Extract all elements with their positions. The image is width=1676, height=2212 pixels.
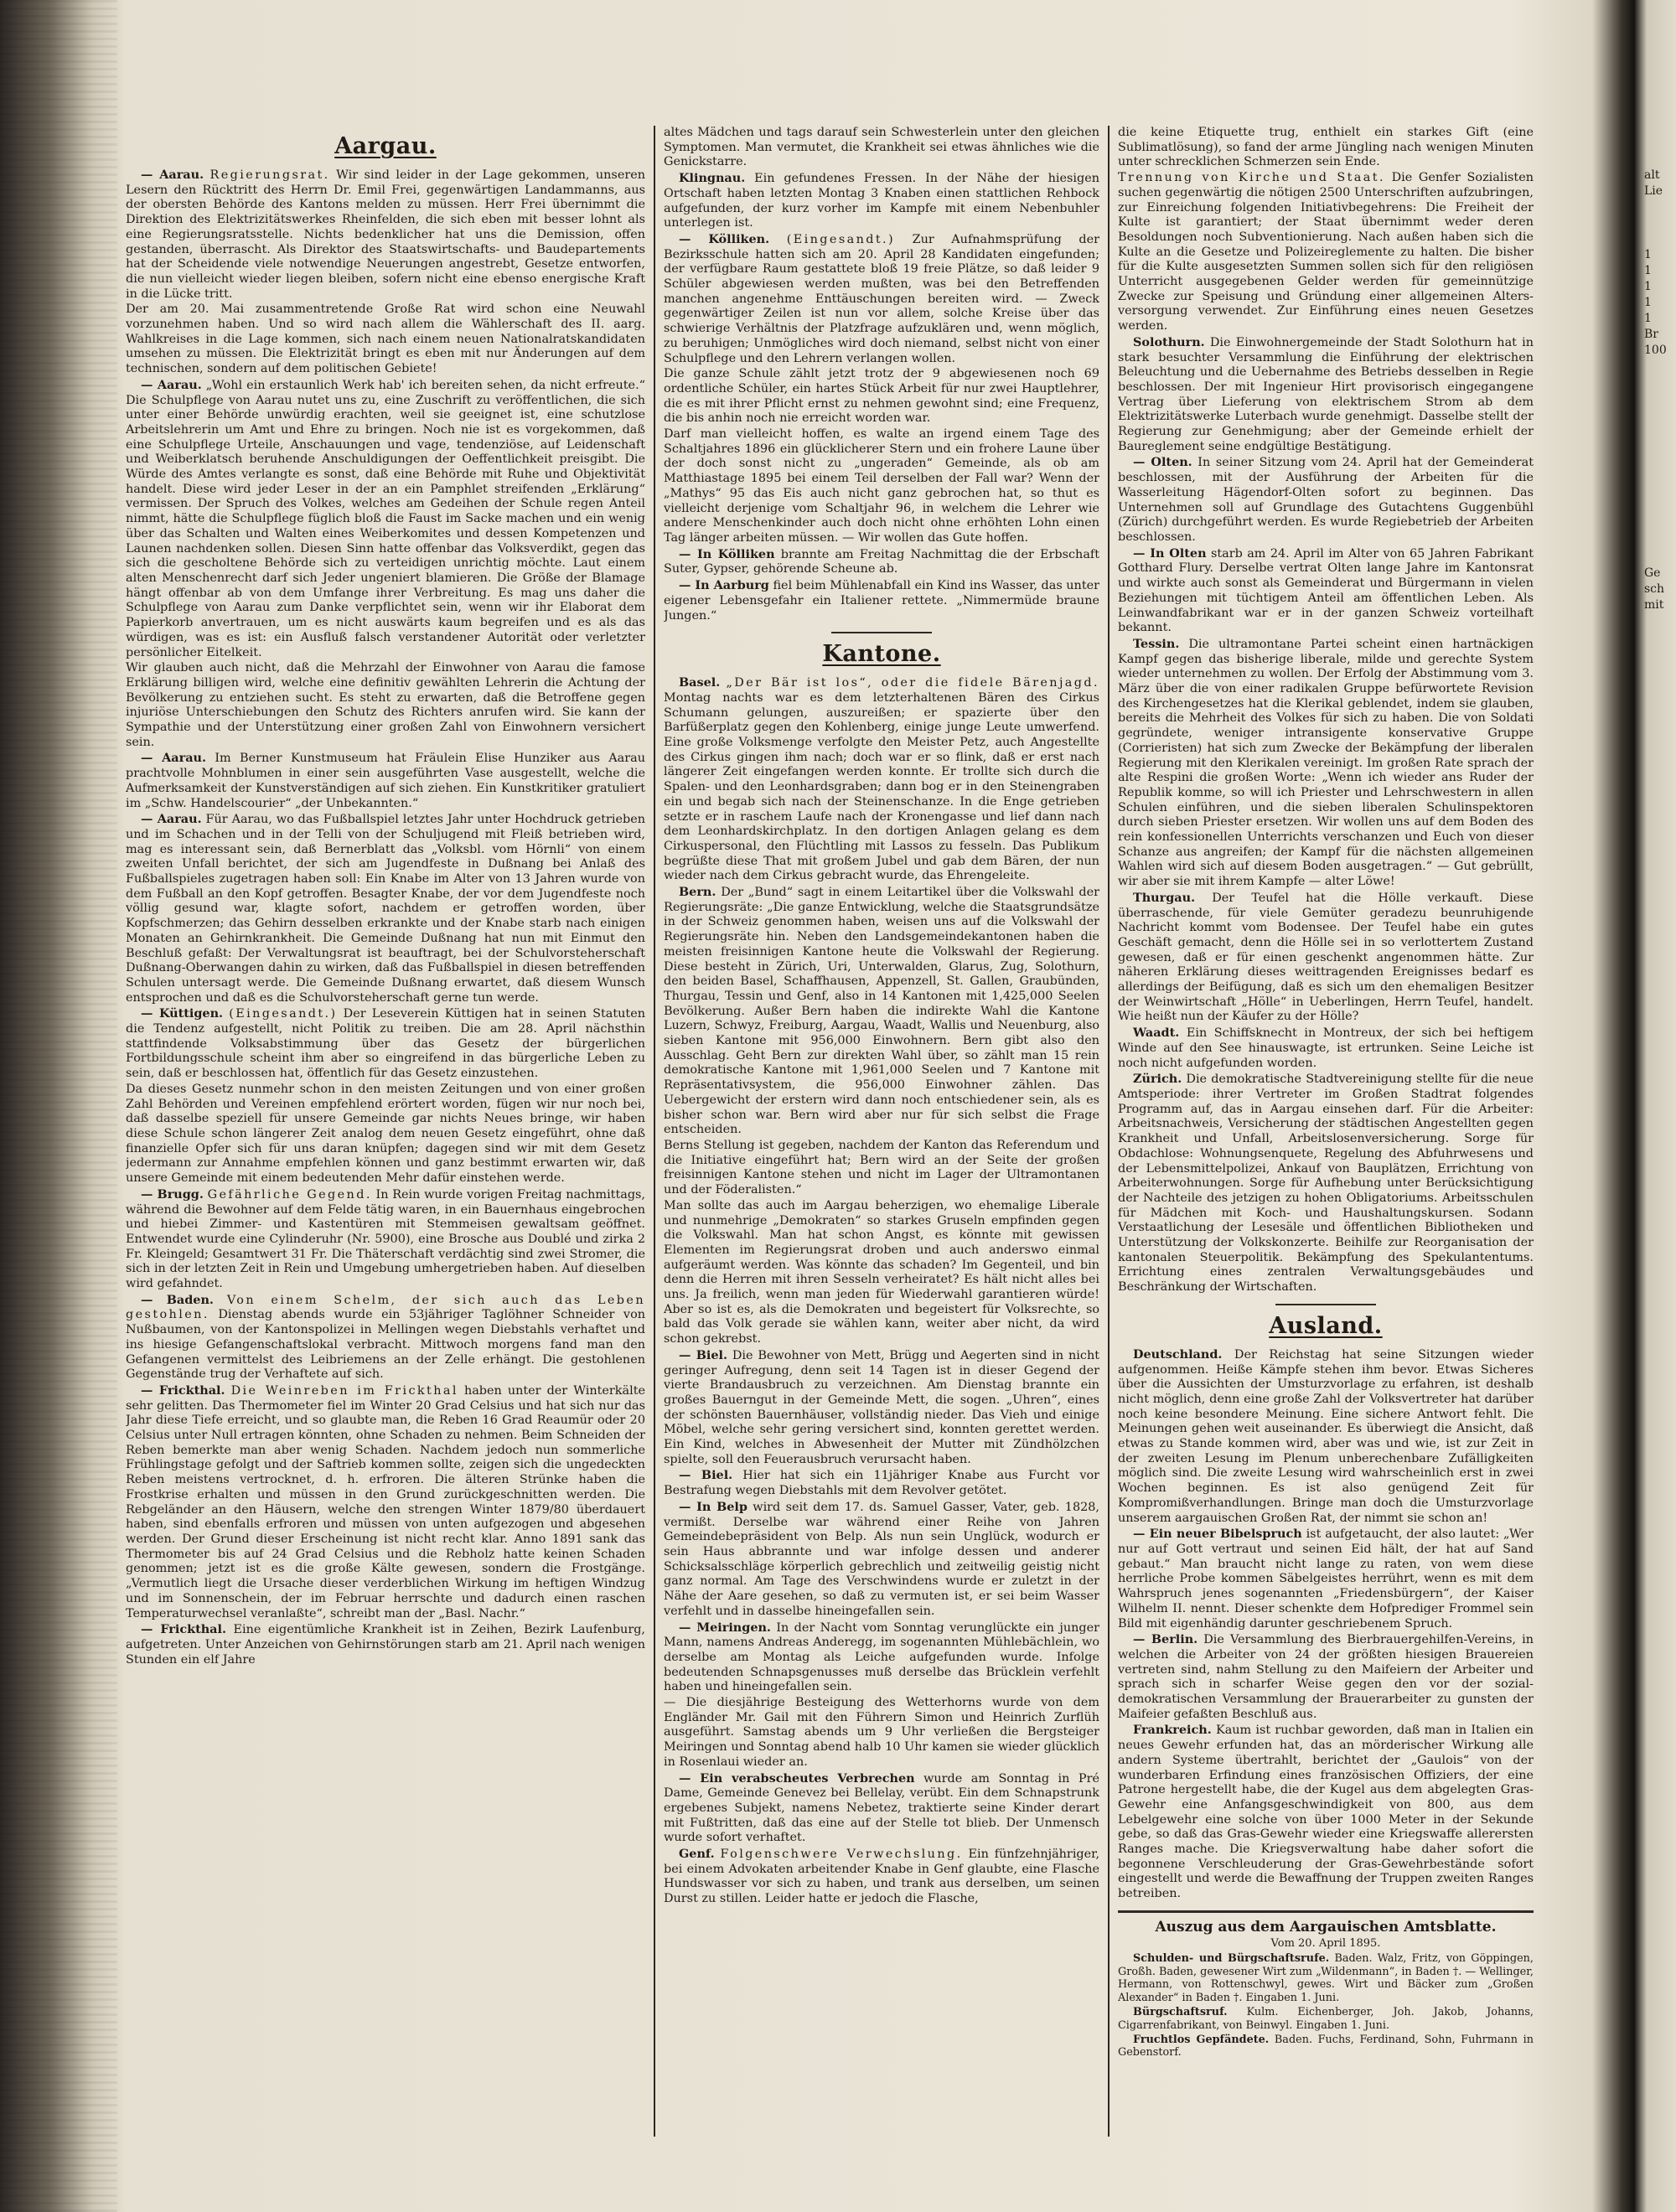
article-dateline: — Aarau. (141, 168, 204, 182)
article-dateline: Waadt. (1133, 1026, 1180, 1041)
column-2-articles-top (664, 126, 1099, 623)
article-paragraph (1118, 546, 1534, 636)
article-paragraph (126, 812, 645, 1005)
article-paragraph (126, 751, 645, 811)
article-paragraph (126, 1187, 645, 1292)
article-body: Ein Schiffsknecht in Montreux, der sich bei heftigem Winde auf den See hinauswagte, ist ertrunken. Seine Leiche ist noch nicht aufgefunden worden. (1118, 1026, 1534, 1070)
article-paragraph (126, 168, 645, 302)
article-dateline: — Aarau. (141, 751, 207, 766)
edge-fragment (1644, 486, 1676, 502)
edge-fragment: alt (1644, 168, 1660, 182)
article-dateline: — In Kölliken (679, 546, 775, 561)
article-paragraph (664, 1696, 1099, 1770)
book-binding (0, 0, 117, 2212)
article-paragraph (664, 1771, 1099, 1847)
official-gazette-excerpt (1118, 1910, 1534, 2060)
article-body: In seiner Sitzung vom 24. April hat der Gemeinderat beschlossen, mit der Ausführung der Arbeiten für die Wasserleitung Hägendorf-Olten sofort zu beginnen. Das Unternehmen soll auf Grundlage des Gutachtens Guggenbühl (Zürich) durchgeführt werden. Es wurde Regiebetrieb der Arbeiten beschlossen. (1118, 456, 1534, 544)
column-3-articles-top (1118, 126, 1534, 1295)
article-dateline: — Frickthal. (141, 1382, 225, 1398)
article-dateline: Solothurn. (1133, 334, 1205, 349)
article-headline: Trennung von Kirche und Staat. (1118, 171, 1385, 185)
article-body: Der Leseverein Küttigen hat in seinen Statuten die Tendenz aufgestellt, nicht Politik zu treiben. Die am 28. April nächsthin stattfindende Volksabstimmung über das Gesetz der bürgerlichen Fortbildungsschule scheint ihm aber so eingreifend in das bürgerliche Leben zu sein, daß er beschlossen hat, öffentlich für das Gesetz einzustehen. (126, 1007, 645, 1081)
article-dateline: Basel. (679, 675, 721, 690)
article-body: Die Genfer Sozialisten suchen gegenwärtig die nötigen 2500 Unterschriften aufzubringen, zur Einreichung folgenden Initiativbegehrens: Die Freiheit der Kulte ist garantiert; der Staat übernimmt weder deren Besoldungen noch Subventionierung. Nach außen haben sich die Kulte an die Gesetze und Polizeireglemente zu halten. Die bisher für die Kulte ausgesetzten Summen sollen sich für den religiösen Unterricht ausgegebenen Gelder werden für gemeinnützige Zwecke zur Speisung und Gründung einer allgemeinen Alters- versorgung verwendet. Zur Einführung eines neuen Gesetzes werden. (1118, 171, 1534, 333)
section-heading-kantone: Kantone. (822, 641, 941, 668)
article-body: brannte am Freitag Nachmittag die der Erbschaft Suter, Gypser, gehörende Scheune ab. (664, 547, 1099, 576)
column-1-articles (126, 168, 645, 1667)
edge-fragment (1644, 422, 1676, 438)
edge-fragment: 1 (1644, 248, 1652, 261)
article-body: „Wohl ein erstaunlich Werk hab' ich bereiten sehen, da nicht erfreute.“ Die Schulpflege von Aarau nutet uns zu, eine Zuschrift zu veröffentlichen, die sich unter einer Behörde unwürdig erachten, weil sie geeignet ist, eine schutzlose Arbeitslehrerin um Amt und Ehre zu bringen. Noch nie ist es vorgekommen, daß eine Schulpflege Urteile, Anschauungen und vage, tendenziöse, auf Leidenschaft und Weiberklatsch beruhende Anschuldigungen der Oeffentlichkeit preisgibt. Die Würde des Amtes verlangte es sonst, daß eine Behörde mit Ruhe und Objektivität handelt. Diese wird jeder Leser in der an ein Pamphlet streifenden „Erklärung“ vermissen. Der Spruch des Volkes, welches am Gedeihen der Schule regen Anteil nimmt, hätte die Schulpflege füglich bloß die Faust im Sacke machen und ein wenig über das Schalten und Walten eines Weiberkomites und dessen Kompetenzen und Launen nachdenken sollen. Diesen Sinn hatte offenbar das Volksverdikt, gegen das sich die gescholtene Behörde sich zu verteidigen unrichtig möchte. Laut einem alten Menschenrecht darf sich Jeder ungeniert blamieren. Die Größe der Blamage hängt offenbar ab von dem Umfange ihrer Verbreitung. Es mag uns daher die Schulpflege von Aarau zum Danke verpflichtet sein, wenn wir ihr Elaborat dem Papierkorb anvertrauen, um es nicht auswärts kaum begreifen und es als das würdigen, was es ist: ein Ausfluß falsch verstandener Autorität oder verletzter persönlicher Eitelkeit. (126, 378, 645, 659)
article-dateline: — Frickthal. (141, 1622, 226, 1637)
article-dateline: Schulden- und Bürgschaftsrufe. (1133, 1951, 1330, 1965)
column-rule-1 (654, 126, 655, 2137)
article-paragraph (664, 126, 1099, 170)
gazette-entries (1118, 1952, 1534, 2060)
article-headline: (Eingesandt.) (786, 232, 896, 246)
edge-fragment: 100 (1644, 344, 1667, 357)
edge-fragment (1644, 359, 1676, 375)
article-dateline: — In Aarburg (679, 578, 769, 593)
article-dateline: — Aarau. (141, 812, 202, 827)
edge-fragment (1644, 518, 1676, 534)
article-dateline: — Küttigen. (141, 1006, 224, 1021)
article-dateline: Bürgschaftsruf. (1133, 2006, 1228, 2019)
article-paragraph (126, 1006, 645, 1082)
section-heading-ausland: Ausland. (1269, 1312, 1383, 1339)
article-dateline: Thurgau. (1133, 890, 1196, 905)
article-dateline: — Meiringen. (679, 1620, 771, 1635)
article-paragraph (664, 1620, 1099, 1696)
article-body: Darf man vielleicht hoffen, es walte an irgend einem Tage des Schaltjahres 1896 ein glücklicherer Stern und ein frohere Laune über der doch sonst nicht zu „ungeraden“ Gemeinde, als ob am Matthiastage 1895 bei einem Teil derselben der Fall war? Wenn der „Mathys“ 95 das Eis auch nicht ganz gebrochen hat, so thut es vielleicht derjenige vom Schaltjahr 96, in welchem die Lehrer wie andere Menschenkinder auch doch nicht ohne erhöhten Lohn einen Tag länger arbeiten müssen. — Wir wollen das Gute hoffen. (664, 427, 1099, 545)
edge-fragment: Lie (1644, 184, 1663, 198)
article-paragraph (664, 1500, 1099, 1620)
article-body: Baden. Fuchs, Ferdinand, Sohn, Fuhrmann in Gebenstorf. (1118, 2033, 1534, 2060)
edge-fragment: Ge (1644, 566, 1661, 580)
article-dateline: Genf. (679, 1847, 715, 1862)
article-paragraph (664, 1468, 1099, 1498)
edge-fragment (1644, 199, 1676, 215)
article-paragraph (1118, 1952, 1534, 2005)
article-paragraph (664, 675, 1099, 884)
section-separator (1275, 1304, 1376, 1305)
article-headline: Von einem Schelm, der sich auch das Leben gestohlen. (126, 1293, 645, 1322)
article-dateline: Tessin. (1133, 636, 1180, 651)
article-dateline: Fruchtlos Gepfändete. (1133, 2033, 1270, 2046)
article-paragraph (664, 427, 1099, 546)
article-body: fiel beim Mühlenabfall ein Kind ins Wasser, das unter eigener Lebensgefahr ein Italiener rettete. „Nimmermüde braune Jungen.“ (664, 579, 1099, 623)
article-headline: Die Weinreben im Frickthal (230, 1383, 458, 1398)
article-headline: Regierungsrat. (210, 168, 330, 182)
article-paragraph (126, 1383, 645, 1621)
column-rule-2 (1108, 126, 1110, 2137)
article-dateline: — Kölliken. (679, 231, 770, 246)
article-paragraph (664, 1139, 1099, 1198)
article-paragraph (1118, 1347, 1534, 1526)
article-body: altes Mädchen und tags darauf sein Schwesterlein unter den gleichen Symptomen. Man vermutet, die Krankheit sei etwas ähnliches wie die Genickstarre. (664, 126, 1099, 169)
article-paragraph (1118, 637, 1534, 890)
edge-fragment (1644, 454, 1676, 470)
article-body: wurde am Sonntag in Pré Dame, Gemeinde Genevez bei Bellelay, verübt. Ein dem Schnapstrunk ergebenes Subjekt, namens Nebetez, traktierte seine Kinder derart mit Fußtritten, daß das eine auf der Stelle tot blieb. Der Unmensch wurde sofort verhaftet. (664, 1771, 1099, 1845)
article-body: Zur Aufnahmsprüfung der Bezirksschule hatten sich am 20. April 28 Kandidaten eingefunden; der verfügbare Raum gestattete bloß 19 freie Plätze, so daß leider 9 Schüler abgewiesen werden mußten, was bei den Betreffenden manchen angenehme Enttäuschungen bereiten wird. — Zweck gegenwärtiger Zeilen ist nun vor allem, solche Kreise über das schwierige Verhältnis der Platzfrage aufzuklären und, wenn möglich, zu beruhigen; Unmögliches wird doch niemand, selbst nicht von einer Schulpflege und den Lehrern verlangen wollen. (664, 232, 1099, 365)
article-paragraph (1118, 455, 1534, 545)
article-dateline: — Ein neuer Bibelspruch (1133, 1527, 1302, 1542)
article-body: Der am 20. Mai zusammentretende Große Rat wird schon eine Neuwahl vorzunehmen haben. Und so wird nach allem die Wählerschaft des II. aarg. Wahlkreises in die Lage kommen, sich nach einem neuen Nationalratskandidaten umsehen zu müssen. Die Elektrizität bringt es eben mit nur Änderungen auf dem technischen, sondern auf dem politischen Gebiete! (126, 302, 645, 376)
article-body: Montag nachts war es dem letzterhaltenen Bären des Cirkus Schumann gelungen, auszureißen; er spazierte über den Barfüßerplatz gegen den Kohlenberg, einige junge Leute umwerfend. Eine große Volksmenge verfolgte den Meister Petz, auch Angestellte des Cirkus gingen ihm nach; doch war er so flink, daß er erst nach längerer Zeit eingefangen werden konnte. Er trollte sich durch die Spalen- und den Leonhardsgraben; dann bog er in den Steinengraben ein und begab sich nach der Steinenschanze. In die Enge getrieben setzte er in raschem Laufe nach der Kronengasse und lief dann nach dem Leonhardskirchplatz. In den dortigen Anlagen gelang es dem Cirkuspersonal, den Flüchtling mit Lassos zu fesseln. Das Publikum begrüßte diese That mit großem Jubel und gab dem Bären, der nun wieder nach dem Cirkus gebracht wurde, das Ehrengeleite. (664, 690, 1099, 883)
article-body: Hier hat sich ein 11jähriger Knabe aus Furcht vor Bestrafung wegen Diebstahls mit dem Revolver getötet. (664, 1469, 1099, 1498)
article-headline: (Eingesandt.) (229, 1007, 338, 1021)
gazette-title: Auszug aus dem Aargauischen Amtsblatte. (1155, 1918, 1497, 1936)
column-3-articles-bottom (1118, 1347, 1534, 1902)
edge-fragment (1644, 406, 1676, 422)
article-body: Kulm. Eichenberger, Joh. Jakob, Johanns, Cigarrenfabrikant, von Beinwyl. Eingaben 1. Juni. (1118, 2006, 1534, 2032)
article-dateline: — Aarau. (141, 377, 202, 392)
column-2-articles-bottom (664, 675, 1099, 1907)
article-body: Die Versammlung des Bierbrauergehilfen-Vereins, in welchen die Arbeiter von 24 der größten hiesigen Brauereien vertreten sind, nahm Stellung zu den Maifeiern der Arbeiter und sprach sich in scharfer Weise gegen den vor der sozial-demokratischen Versammlung der Brauerarbeiter zu gunsten der Maifeier gefaßten Beschluß aus. (1118, 1633, 1534, 1721)
article-dateline: — In Olten (1133, 545, 1207, 561)
article-body: In der Nacht vom Sonntag verunglückte ein junger Mann, namens Andreas Anderegg, im sogenannten Mühlebächlein, wo derselbe am Montag als Leiche aufgefunden wurde. Infolge bedeutenden Schnapsgenusses muß derselbe das Brücklein verfehlt haben und hineingefallen sein. (664, 1620, 1099, 1694)
article-paragraph (1118, 1026, 1534, 1071)
article-body: Baden. Walz, Fritz, von Göppingen, Großh. Baden, gewesener Wirt zum „Wildenmann“, in Baden †. — Wellinger, Hermann, von Rottenschwyl, gewes. Wirt und Bäcker zum „Großen Alexander“ in Baden †. Eingaben 1. Juni. (1118, 1951, 1534, 2005)
section-heading-aargau: Aargau. (334, 133, 437, 159)
article-body: Der Reichstag hat seine Sitzungen wieder aufgenommen. Heiße Kämpfe stehen ihm bevor. Etwas Sicheres über die Aussichten der Umsturzvorlage zu erfahren, ist deshalb nicht möglich, denn eine große Zahl der Volksvertreter hat darüber noch keine besondere Meinung. Eine sichere Antwort fehlt. Die Meinungen gehen weit auseinander. Es überwiegt die Ansicht, daß etwas zu Stande kommen wird, aber was und wie, ist zur Zeit in der zweiten Lesung im Plenum unberechenbare Zufälligkeiten möglich sind. Die zweite Lesung wird wahrscheinlich erst in zwei Wochen beginnen. Es ist also genügend Zeit für Kompromißverhandlungen. Bringe man doch die Umsturzvorlage unserem aargauischen Großen Rat, der nimmt sie schon an! (1118, 1347, 1534, 1525)
article-paragraph (1118, 171, 1534, 334)
article-paragraph (664, 232, 1099, 366)
article-paragraph (1118, 1527, 1534, 1631)
edge-fragment (1644, 534, 1676, 550)
article-body: Kaum ist ruchbar geworden, daß man in Italien ein neues Gewehr erfunden hat, das an mörderischer Wirkung alle andern Systeme übertrahlt, berichtet der „Gaulois“ von der wunderbaren Erfindung eines französischen Offiziers, der eine Patrone hergestellt habe, die der Kugel aus dem abgelegten Gras-Gewehr eine Anfangsgeschwindigkeit von 800, aus dem Lebelgewehr eine solche von über 1000 Meter in der Sekunde gebe, so daß das Gras-Gewehr wieder eine Kriegswaffe allerersten Ranges mache. Die Kriegsverwaltung habe daher sofort die begonnene Verschleuderung der Gras-Gewehrbestände sofort eingestellt und werde die Bewaffnung der Truppen zweiten Ranges betreiben. (1118, 1724, 1534, 1901)
article-body: Ein fünfzehnjähriger, bei einem Advokaten arbeitender Knabe in Genf glaubte, eine Flasche Hundswasser vor sich zu haben, und trank aus derselben, um seinen Durst zu stillen. Leider hatte er jedoch die Flasche, (664, 1848, 1099, 1906)
article-body: die keine Etiquette trug, enthielt ein starkes Gift (eine Sublimatlösung), so fand der arme Jüngling nach wenigen Minuten unter schrecklichen Schmerzen sein Ende. (1118, 126, 1534, 169)
article-body: Berns Stellung ist gegeben, nachdem der Kanton das Referendum und die Initiative eingeführt hat; Bern wird an der Seite der großen freisinnigen Kantone stehen und nicht im Lager der Ultramontanen und der Föderalisten.“ (664, 1139, 1099, 1197)
article-dateline: Bern. (679, 885, 716, 900)
article-paragraph (126, 1622, 645, 1667)
edge-fragment: Br (1644, 328, 1658, 341)
edge-fragment (1644, 390, 1676, 406)
article-body: Im Berner Kunstmuseum hat Fräulein Elise Hunziker aus Aarau prachtvolle Mohnblumen in einer sein ausgeführten Vase ausgestellt, welche die Aufmerksamkeit der Kunstverständigen auf sich ziehen. Ein Kunstkritiker gratuliert im „Schw. Handelscourier“ „der Unbekannten.“ (126, 752, 645, 810)
article-body: Der „Bund“ sagt in einem Leitartikel über die Volkswahl der Regierungsräte: „Die ganze Entwicklung, welche die Staatsgrundsätze in der Schweiz genommen haben, weisen uns auf die Volkswahl der Regierungsräte hin. Neben den Landsgemeindekantonen haben die meisten freisinnigen Kantone heute die Volkswahl der Regierung. Diese besteht in Zürich, Uri, Unterwalden, Glarus, Zug, Solothurn, den beiden Basel, Schaffhausen, Appenzell, St. Gallen, Graubünden, Thurgau, Tessin und Genf, also in 14 Kantonen mit 1,425,000 Seelen Bevölkerung. Außer Bern haben die indirekte Wahl die Kantone Luzern, Schwyz, Freiburg, Aargau, Waadt, Wallis und Neuenburg, also sieben Kantone mit 956,000 Einwohnern. Bern gibt also den Ausschlag. Geht Bern zur direkten Wahl über, so zählt man 15 rein demokratische Kantone mit 1,961,000 Seelen und 7 Kantone mit Repräsentativsystem, die 956,000 Einwohner zählen. Das Uebergewicht der erstern wird dann noch entschiedener sein, als es bisher schon war. Bern wird aber nur für sich selbst die Frage entscheiden. (664, 886, 1099, 1137)
article-paragraph (126, 661, 645, 750)
article-body: In Rein wurde vorigen Freitag nachmittags, während die Bewohner auf dem Felde tätig waren, in ein Bauernhaus eingebrochen und hiebei Zimmer- und Kastentüren mit Stemmeisen gewaltsam geöffnet. Entwendet wurde eine Cylinderuhr (Nr. 5900), eine Brosche aus Doublé und zirka 2 Fr. Kleingeld; Gesamtwert 31 Fr. Die Thäterschaft verdächtig sind zwei Stromer, die sich in der letzten Zeit in Rein und Umgebung umhergetrieben haben. Auf dieselben wird gefahndet. (126, 1187, 645, 1291)
article-dateline: Zürich. (1133, 1072, 1182, 1087)
column-1 (126, 126, 645, 2137)
edge-fragment (1644, 438, 1676, 454)
article-dateline: — Brugg. (141, 1186, 204, 1202)
article-paragraph (1118, 1723, 1534, 1901)
article-paragraph (664, 1348, 1099, 1468)
article-body: Die Bewohner von Mett, Brügg und Aegerten sind in nicht geringer Aufregung, denn seit 14 Tagen ist in dieser Gegend der vierte Brandausbruch zu verzeichnen. Am Dienstag brannte ein großes Bauerngut in der Gemeinde Mett, die sogen. „Uhren“, eines der schönsten Bauernhäuser, vollständig nieder. Das Vieh und einige Möbel, welche sehr gering versichert sind, konnten gerettet werden. Ein Kind, welches in Abwesenheit der Mutter mit Zündhölzchen spielte, soll den Feuerausbruch verursacht haben. (664, 1348, 1099, 1466)
article-paragraph (1118, 2006, 1534, 2033)
article-body: Die Einwohnergemeinde der Stadt Solothurn hat in stark besuchter Versammlung die Einführung der elektrischen Beleuchtung und die Uebernahme des Betriebs desselben in Regie beschlossen. Der mit Ingenieur Hirt provisorisch eingegangene Vertrag über Lieferung von elektrischem Strom ab dem Elektrizitätswerke Luterbach wurde genehmigt. Dasselbe stellt der Regierung zur Genehmigung; aber der Gemeinde erhielt der Baureglement seine endgültige Bestätigung. (1118, 335, 1534, 453)
newspaper-page (126, 126, 1534, 2145)
article-dateline: Frankreich. (1133, 1723, 1212, 1738)
article-dateline: — Baden. (141, 1292, 214, 1307)
article-body: — Die diesjährige Besteigung des Wetterhorns wurde von dem Engländer Mr. Gail mit den Führern Simon und Heinrich Zurflüh ausgeführt. Samstag abends um 9 Uhr verließen die Bergsteiger Meiringen und Sonntag abend halb 10 Uhr kamen sie wieder glücklich in Rosenlaui wieder an. (664, 1696, 1099, 1769)
article-paragraph (126, 378, 645, 660)
article-paragraph (664, 1199, 1099, 1347)
article-body: Die demokratische Stadtvereinigung stellte für die neue Amtsperiode: ihrer Vertreter im Großen Stadtrat folgendes Programm auf, das in Aargau einsehen darf. Für die Arbeiter: Arbeitsnachweis, Versicherung der städtischen Angestellten gegen Krankheit und Unfall, Arbeitslosenversicherung. Sorge für Obdachlose: Wohnungsenquete, Regelung des Abfuhrwesens und der Lebensmittelpolizei, Ankauf von Bauplätzen, Errichtung von Arbeiterwohnungen. Sorge für Aufhebung unter Berücksichtigung der Nachteile des jetzigen zu hohen Obligatoriums. Arbeitsschulen für Mädchen mit Koch- und Haushaltungskursen. Sodann Verstaatlichung der Lesesäle und öffentlichen Bibliotheken und Unterstützung der Volkskonzerte. Beihilfe zur Reorganisation der kantonalen Steuerpolitik. Bekämpfung des Spekulantentums. Errichtung eines zentralen Verwaltungsgebäudes und Beschränkung der Wirtschaften. (1118, 1072, 1534, 1295)
article-paragraph (126, 302, 645, 377)
edge-fragment (1644, 375, 1676, 390)
article-body: haben unter der Winterkälte sehr gelitten. Das Thermometer fiel im Winter 20 Grad Celsius und hat sich nur das Jahr diese Tiefe erreicht, und so glaubte man, die Reben 16 Grad Reaumür oder 20 Celsius unter Null ertragen könnten, ohne Schaden zu nehmen. Beim Schneiden der Reben bemerkte man aber wenig Schaden. Nachdem jedoch nun sommerliche Frühlingstage gefolgt und der Saftrieb kommen sollte, zeigen sich die ungedeckten Reben meistens vertrocknet, d. h. erfroren. Die älteren Strünke haben die Frostkrise erhalten und müssen in den Grund zurückgeschnitten werden. Die Rebgeländer an den Häusern, welche den strengen Winter 1879/80 überdauert haben, sind ebenfalls erfroren und müssen von unten aufgezogen und abgesehen werden. Der Grund dieser Erscheinung ist nicht recht klar. Anno 1891 sank das Thermometer bis auf 24 Grad Celsius und die Rebholz hatte keinen Schaden genommen; jetzt ist es die große Kälte gewesen, sondern die Frostgänge. „Vermutlich liegt die Ursache dieser verderblichen Wirkung im heftigen Windzug und im Sonnenschein, der im Februar herrschte und dadurch einen raschen Temperaturwechsel veranlaßte“, schreibt man der „Basl. Nachr.“ (126, 1383, 645, 1620)
article-headline: Gefährliche Gegend. (207, 1187, 372, 1202)
article-body: Die ultramontane Partei scheint einen hartnäckigen Kampf gegen das bisherige liberale, milde und gerechte System wieder unternehmen zu wollen. Der Erfolg der Abstimmung vom 3. März über die von einer radikalen Gruppe befürwortete Revision des Kirchengesetzes hat die Klerikal geblendet, indem sie glauben, bereits die Mehrheit des Volkes für sich zu haben. Die von Soldati gegründete, weniger intransigente konservative Gruppe (Corrieristen) hat sich zum Zwecke der Bekämpfung der liberalen Regierung mit den Klerikalen vereinigt. Im großen Rate sprach der alte Respini die großen Worte: „Wenn ich wieder ans Ruder der Republik komme, so will ich Priester und Lehrschwestern in allen Schulen einführen, und die sieben liberalen Schulinspektoren durch sieben Priester ersetzen. Wir wollen uns auf dem Boden des rein konfessionellen Unterrichts verschanzen und Euch von dieser Schanze aus angreifen; der Kampf für die nächsten allgemeinen Wahlen wird sich auf diesem Boden ausgetragen.“ — Gut gebrüllt, wir aber sie mit ihrem Kampfe — alter Löwe! (1118, 637, 1534, 889)
article-headline: Folgenschwere Verwechslung. (720, 1848, 963, 1862)
article-body: ist aufgetaucht, der also lautet: „Wer nur auf Gott vertraut und seinen Eid hält, der hat auf Sand gebaut.“ Man braucht nicht lange zu raten, von wem diese herrliche Probe kommen Säbelgeistes herrührt, wenn es mit dem Wahrspruch jenes sogenannten „Friedensbürgern“, der Kaiser Wilhelm II. nennt. Dieser schenkte dem Hofprediger Frommel sein Bild mit eigenhändig darunter geschriebenem Spruch. (1118, 1527, 1534, 1631)
article-paragraph (664, 1847, 1099, 1907)
article-paragraph (1118, 335, 1534, 455)
edge-fragment: 1 (1644, 296, 1652, 309)
next-page-edge (1644, 168, 1676, 613)
article-dateline: — In Belp (679, 1499, 747, 1514)
article-body: Da dieses Gesetz nunmehr schon in den meisten Zeitungen und von einer großen Zahl Behörden und Vereinen empfehlend erörtert worden, fügen wir nur noch bei, daß dasselbe speziell für unsere Gemeinde gar nichts Neues bringe, wir haben diese Schule schon längerer Zeit analog dem neuen Gesetz eingeführt, ohne daß finanzielle Opfer sich für uns daran knüpfen; dagegen sind wir mit dem Gesetz jedermann zur Annahme empfehlen können und ganz bestimmt erwarten wir, daß unsere Gemeinde mit einem bedeutenden Mehr dafür einstehen werde. (126, 1082, 645, 1186)
article-body: Für Aarau, wo das Fußballspiel letztes Jahr unter Hochdruck getrieben und im Schachen und in der Telli von der Schuljugend mit Fleiß betrieben wird, mag es interessant sein, daß Bernerblatt das „Volksbl. vom Hörnli“ von einem zweiten Unfall berichtet, der sich am Jugendfeste in Dußnang bei Anlaß des Fußballspieles zugetragen haben soll: Ein Knabe im Alter von 13 Jahren wurde von dem Fußball an den Kopf getroffen. Besagter Knabe, der vor dem Jugendfeste noch völlig gesund war, klagte sofort, nachdem er getroffen worden, über Kopfschmerzen; das Gehirn desselben erkrankte und der Knabe starb nach einigen Monaten an Gehirnkrankheit. Die Gemeinde Dußnang hat nun mit Einmut den Beschluß gefaßt: Der Verwaltungsrat ist beauftragt, bei der Schulvorsteherschaft Dußnang-Oberwangen dahin zu wirken, daß das Fußballspiel in diesen betreffenden Schulen untersagt werde. Die Gemeinde Dußnang erwartet, daß diesem Wunsch entsprochen und daß es die Schulvorsteherschaft gerne tun werde. (126, 813, 645, 1005)
article-paragraph (664, 171, 1099, 231)
article-body: Ein gefundenes Fressen. In der Nähe der hiesigen Ortschaft haben letzten Montag 3 Knaben einen stattlichen Rehbock aufgefunden, der kurz vorher im Kampfe mit einem Nebenbuhler unterlegen ist. (664, 172, 1099, 230)
article-dateline: Klingnau. (679, 171, 746, 186)
article-paragraph (126, 1293, 645, 1382)
article-paragraph (126, 1083, 645, 1186)
edge-fragment (1644, 215, 1676, 231)
article-body: Die ganze Schule zählt jetzt trotz der 9 abgewiesenen noch 69 ordentliche Schüler, ein hartes Stück Arbeit für nur zwei Hauptlehrer, die es mit ihrer Pflicht ernst zu nehmen gewohnt sind; eine Frequenz, die bis anhin noch nie erreicht worden war. (664, 367, 1099, 426)
article-paragraph (664, 885, 1099, 1138)
article-dateline: — Ein verabscheutes Verbrechen (679, 1770, 915, 1786)
section-separator (831, 632, 932, 633)
edge-fragment (1644, 550, 1676, 566)
article-body: Dienstag abends wurde ein 53jähriger Taglöhner Schneider von Nußbaumen, von der Kantonspolizei in Mellingen wegen Diebstahls verhaftet und ins hiesige Gefangenschaftslokal verbracht. Mittwoch morgens fand man den Gefangenen vermittelst des Leibriemens an der Zelle erhängt. Die gestohlenen Gegenstände trug der Verhaftete auf sich. (126, 1308, 645, 1382)
article-body: Der Teufel hat die Hölle verkauft. Diese überraschende, für viele Gemüter geradezu beunruhigende Nachricht kommt vom Bodensee. Der Teufel habe ein gutes Geschäft gemacht, denn die Hölle sei in so verlottertem Zustand gewesen, daß er für einen geschenkt angenommen hätte. Zur näheren Erklärung dieses weittragenden Ereignisses bedarf es allerdings der Beifügung, daß es sich um den ehemaligen Besitzer der Weinwirtschaft „Hölle“ in Ueberlingen, Herrn Teufel, handelt. Wie heißt nun der Käufer zu der Hölle? (1118, 891, 1534, 1024)
article-paragraph (1118, 1632, 1534, 1722)
edge-fragment (1644, 231, 1676, 247)
article-dateline: — Biel. (679, 1468, 733, 1483)
column-2 (664, 126, 1099, 2137)
article-paragraph (664, 578, 1099, 623)
article-body: Wir sind leider in der Lage gekommen, unseren Lesern den Rücktritt des Herrn Dr. Emil Frei, gegenwärtigen Landammanns, aus der obersten Behörde des Kantons melden zu müssen. Herr Frei übernimmt die Direktion des Elektrizitätswerkes Rheinfelden, die sich eben mit besser lohnt als eine Regierungsratsstelle. Nichts bedenklicher hat uns die Demission, offen gestanden, überrascht. Als Direktor des Staatswirtschafts- und Baudepartements hat der Scheidende viele notwendige Neuerungen angestrebt, Gesetze entworfen, die nun vielleicht wieder liegen bleiben, sofern nicht eine ebenso energische Kraft in die Lücke tritt. (126, 168, 645, 301)
article-body: Wir glauben auch nicht, daß die Mehrzahl der Einwohner von Aarau die famose Erklärung billigen wird, welche eine definitiv gewählten Lehrerin die Achtung der Bevölkerung zu entziehen sucht. Es steht zu erwarten, daß die Betroffene gegen injuriöse Unterschiebungen den Schutz des Richters anrufen wird. Sie kann der Sympathie und der Unterstützung einer großen Zahl von Einwohnern versichert sein. (126, 661, 645, 749)
article-body: Eine eigentümliche Krankheit ist in Zeihen, Bezirk Laufenburg, aufgetreten. Unter Anzeichen von Gehirnstörungen starb am 21. April nach wenigen Stunden ein elf Jahre (126, 1623, 645, 1667)
edge-fragment: 1 (1644, 280, 1652, 293)
edge-fragment: sch (1644, 582, 1665, 596)
article-body: starb am 24. April im Alter von 65 Jahren Fabrikant Gotthard Flury. Derselbe vertrat Olten lange Jahre im Kantonsrat und wirkte auch sonst als Gemeinderat und Bürgermann in vielen Beziehungen mit tüchtigem Anteil am öffentlichen Leben. Als Leinwandfabrikant war er in der ganzen Schweiz vorteilhaft bekannt. (1118, 546, 1534, 635)
article-dateline: — Olten. (1133, 455, 1192, 470)
edge-fragment: 1 (1644, 312, 1652, 325)
article-dateline: Deutschland. (1133, 1346, 1223, 1362)
article-paragraph (1118, 126, 1534, 170)
gazette-date: Vom 20. April 1895. (1270, 1936, 1381, 1950)
article-headline: „Der Bär ist los“, oder die fidele Bärenjagd. (726, 676, 1099, 690)
article-body: Man sollte das auch im Aargau beherzigen, wo ehemalige Liberale und nunmehrige „Demokraten“ so starkes Gruseln empfinden gegen die Volkswahl. Man hat schon Angst, es könnte mit gewissen Elementen im Regierungsrat droben und auch anderswo einmal aufgeräumt werden. Was könnte das schaden? Im Gegenteil, und bin denn die Herren mit ihren Sesseln verheiratet? Es hält nicht alles bei uns. Ja freilich, wenn man jeden für Wiederwahl garantieren würde! Aber so ist es, als die Demokraten und begeistert für Volksrechte, so bald das Volk gerade sie wählen kann, weiter aber nicht, da wird schon gekrebst. (664, 1198, 1099, 1346)
article-paragraph (1118, 2034, 1534, 2060)
edge-fragment (1644, 470, 1676, 486)
article-paragraph (1118, 891, 1534, 1025)
article-dateline: — Berlin. (1133, 1632, 1198, 1647)
article-dateline: — Biel. (679, 1347, 727, 1362)
article-body: wird seit dem 17. ds. Samuel Gasser, Vater, geb. 1828, vermißt. Derselbe war während einer Reihe von Jahren Gemeindebepräsident von Belp. Als nun sein Unglück, wodurch er sein Haus abbrannte und war infolge dessen und anderer Schicksalsschläge körperlich gebrechlich und zeitweilig geistig nicht ganz normal. Am Tage des Verschwindens wurde er zuletzt in der Nähe der Aare gesehen, so daß zu vermuten ist, er sei beim Wasser verfehlt und in dasselbe hineingefallen sein. (664, 1500, 1099, 1618)
article-paragraph (664, 547, 1099, 577)
edge-fragment (1644, 502, 1676, 518)
edge-fragment: 1 (1644, 264, 1652, 277)
article-paragraph (1118, 1072, 1534, 1295)
article-paragraph (664, 367, 1099, 426)
edge-fragment: mit (1644, 598, 1664, 612)
column-3 (1118, 126, 1534, 2137)
